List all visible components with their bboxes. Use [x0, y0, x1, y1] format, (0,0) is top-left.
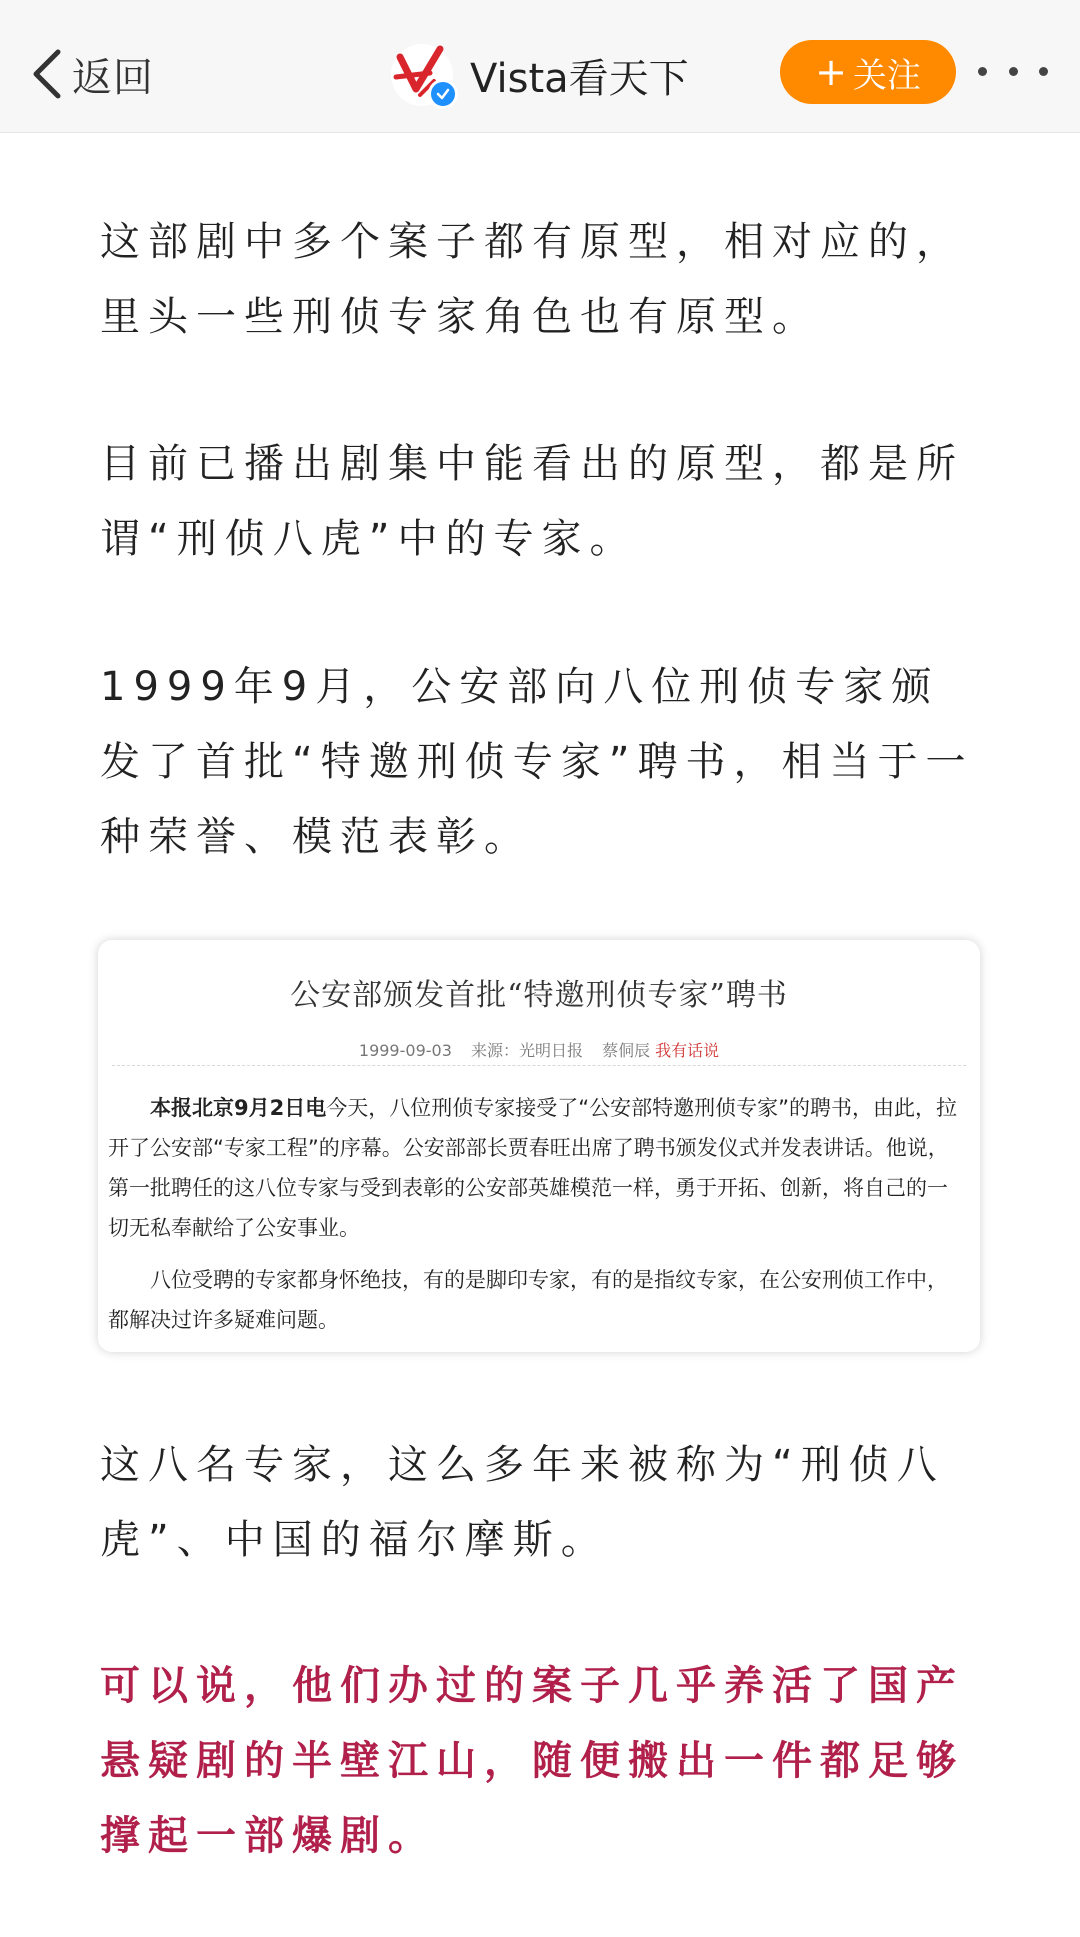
- article-highlight-paragraph: 可以说，他们办过的案子几乎养活了国产悬疑剧的半壁江山，随便搬出一件都足够撑起一部爆剧。: [100, 1663, 964, 1859]
- account-name[interactable]: Vista看天下: [470, 55, 689, 102]
- verified-badge-icon: [428, 79, 458, 109]
- news-title: 公安部颁发首批“特邀刑侦专家”聘书: [290, 978, 788, 1013]
- chevron-left-icon: [30, 46, 64, 102]
- news-meta: [98, 1038, 980, 1061]
- dot: [978, 67, 987, 76]
- news-date: 1999-09-03: [358, 1041, 452, 1060]
- back-button[interactable]: [30, 44, 154, 104]
- article-paragraph-2: 目前已播出剧集中能看出的原型，都是所谓“刑侦八虎”中的专家。: [100, 441, 964, 562]
- news-body: [108, 1088, 966, 1352]
- dot: [1009, 67, 1018, 76]
- news-author: 蔡侗辰: [602, 1041, 651, 1060]
- dot: [1039, 67, 1048, 76]
- news-paragraph-1-text: 今天，八位刑侦专家接受了“公安部特邀刑侦专家”的聘书，由此，拉开了公安部“专家工程”的序幕。公安部部长贾春旺出席了聘书颁发仪式并发表讲话。他说，第一批聘任的这八位专家与受到表彰的公安部英雄模范一样，勇于开拓、创新，将自己的一切无私奉献给了公安事业。: [108, 1096, 957, 1240]
- account-header[interactable]: [390, 40, 689, 110]
- avatar[interactable]: [390, 43, 454, 107]
- news-paragraph-1: [108, 1088, 966, 1248]
- top-bar: [0, 0, 1080, 133]
- news-dateline: 本报北京9月2日电: [150, 1096, 327, 1120]
- news-source: 来源：光明日报: [470, 1041, 583, 1060]
- divider: [112, 1065, 966, 1066]
- article-paragraph-4: 这八名专家，这么多年来被称为“刑侦八虎”、中国的福尔摩斯。: [100, 1442, 945, 1563]
- back-label: 返回: [72, 54, 154, 101]
- comment-link[interactable]: 我有话说: [655, 1041, 720, 1060]
- news-clipping-card[interactable]: [98, 940, 980, 1352]
- more-dots-icon[interactable]: [978, 56, 1048, 86]
- follow-label: 关注: [852, 55, 921, 96]
- article-paragraph-1: 这部剧中多个案子都有原型，相对应的，里头一些刑侦专家角色也有原型。: [100, 219, 964, 340]
- follow-button[interactable]: [780, 40, 956, 104]
- news-paragraph-2: 八位受聘的专家都身怀绝技，有的是脚印专家，有的是指纹专家，在公安刑侦工作中，都解决过许多疑难问题。: [108, 1268, 948, 1332]
- plus-icon: +: [815, 50, 847, 94]
- article-paragraph-3: 1999年9月，公安部向八位刑侦专家颁发了首批“特邀刑侦专家”聘书，相当于一种荣誉、模范表彰。: [100, 664, 974, 860]
